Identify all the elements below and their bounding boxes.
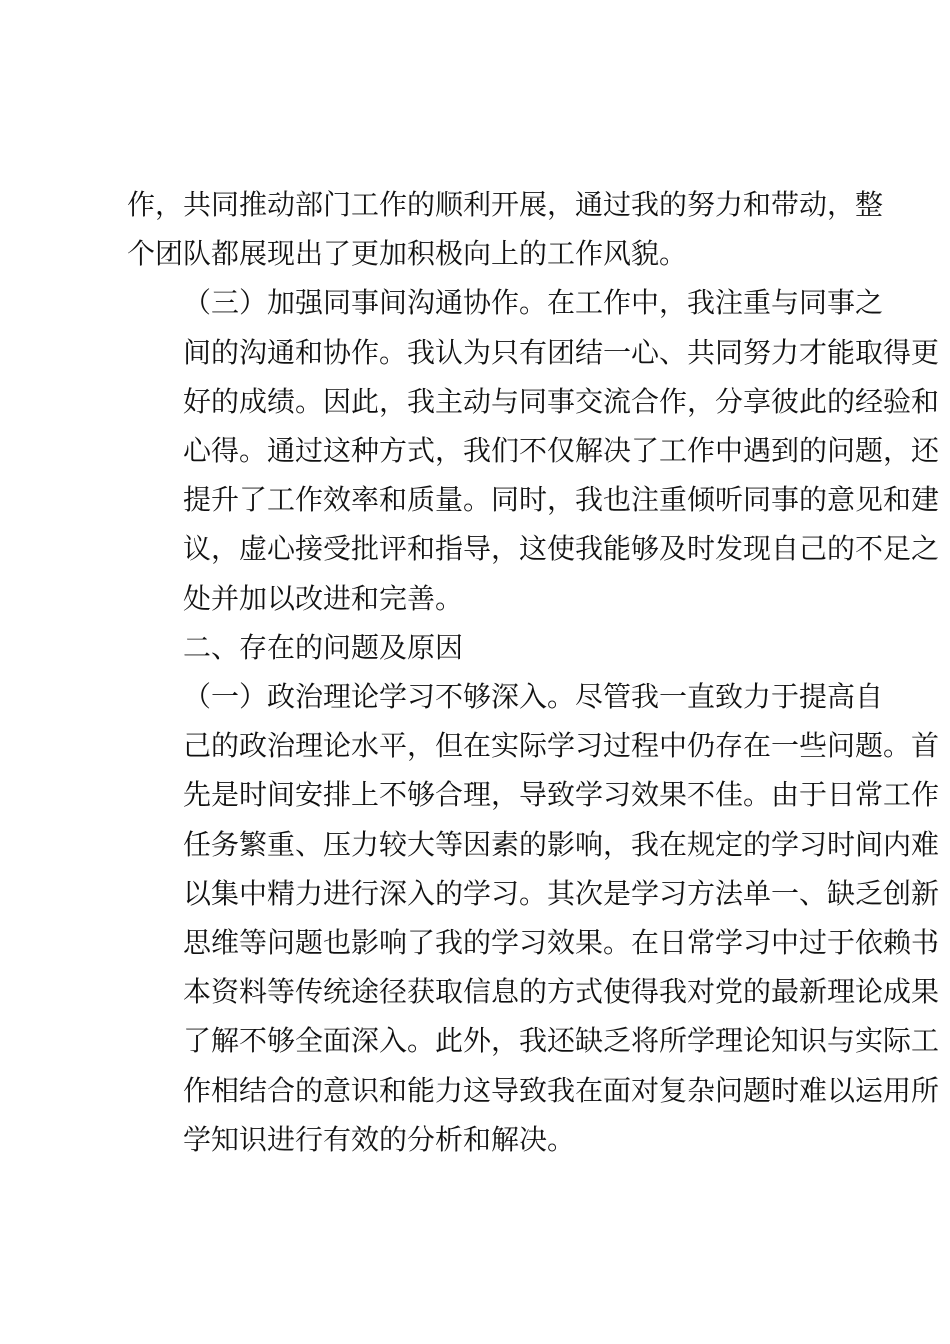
document-body xyxy=(127,180,940,1164)
text-line: 议，虚心接受批评和指导，这使我能够及时发现自己的不足之 xyxy=(183,532,940,566)
paragraph-political-theory xyxy=(127,672,940,1164)
text-line: （三）加强同事间沟通协作。在工作中，我注重与同事之 xyxy=(183,286,884,320)
section-heading-problems xyxy=(127,623,835,672)
text-line: 提升了工作效率和质量。同时，我也注重倾听同事的意见和建 xyxy=(183,483,940,517)
text-line: 好的成绩。因此，我主动与同事交流合作，分享彼此的经验和 xyxy=(183,384,940,418)
text-line: 思维等问题也影响了我的学习效果。在日常学习中过于依赖书 xyxy=(183,926,940,960)
text-line: 以集中精力进行深入的学习。其次是学习方法单一、缺乏创新 xyxy=(183,876,940,910)
text-line: 个团队都展现出了更加积极向上的工作风貌。 xyxy=(127,237,688,271)
text-line: 本资料等传统途径获取信息的方式使得我对党的最新理论成果 xyxy=(183,975,940,1009)
text-line: 处并加以改进和完善。 xyxy=(183,581,464,615)
text-line: 了解不够全面深入。此外，我还缺乏将所学理论知识与实际工 xyxy=(183,1024,940,1058)
heading-line: 二、存在的问题及原因 xyxy=(183,630,464,664)
text-line: 学知识进行有效的分析和解决。 xyxy=(183,1122,576,1156)
text-line: 作相结合的意识和能力这导致我在面对复杂问题时难以运用所 xyxy=(183,1073,940,1107)
text-line: 作，共同推动部门工作的顺利开展，通过我的努力和带动，整 xyxy=(127,188,884,221)
paragraph-colleague-communication xyxy=(127,278,940,622)
text-line: 间的沟通和协作。我认为只有团结一心、共同努力才能取得更 xyxy=(183,335,940,369)
text-line: 心得。通过这种方式，我们不仅解决了工作中遇到的问题，还 xyxy=(183,434,940,468)
paragraph-team-progress xyxy=(127,180,884,278)
text-line: 己的政治理论水平，但在实际学习过程中仍存在一些问题。首 xyxy=(183,729,940,763)
text-line: 任务繁重、压力较大等因素的影响，我在规定的学习时间内难 xyxy=(183,827,940,861)
text-line: 先是时间安排上不够合理，导致学习效果不佳。由于日常工作 xyxy=(183,778,940,812)
text-line: （一）政治理论学习不够深入。尽管我一直致力于提高自 xyxy=(183,680,884,714)
